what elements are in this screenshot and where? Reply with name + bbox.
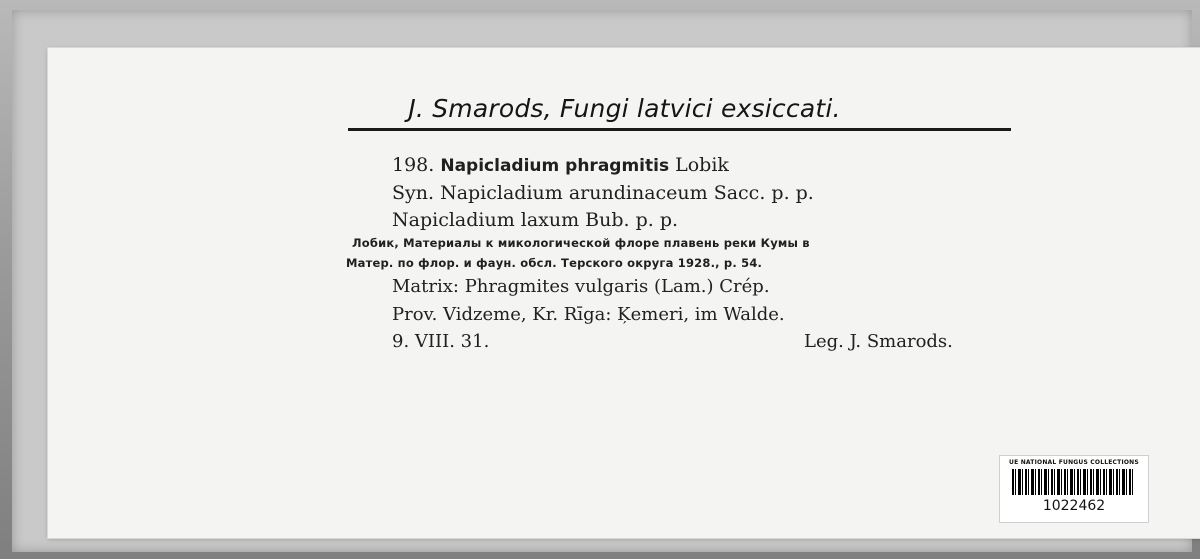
barcode-caption: UE NATIONAL FUNGUS COLLECTIONS	[1009, 459, 1139, 466]
synonym-line-1: Syn. Napicladium arundinaceum Sacc. p. p.	[392, 182, 814, 204]
species-name: Napicladium phragmitis	[440, 156, 670, 176]
species-line	[392, 154, 729, 176]
collector: Leg. J. Smarods.	[804, 331, 953, 352]
reference-line-2: Матер. по флор. и фаун. обсл. Терского округа 1928., p. 54.	[346, 256, 763, 270]
entry-number: 198.	[392, 154, 435, 176]
locality-line: Prov. Vidzeme, Kr. Rīga: Ķemeri, im Walde.	[392, 304, 785, 325]
header-rule	[348, 128, 1011, 131]
herbarium-sheet	[12, 10, 1192, 552]
label-header: J. Smarods, Fungi latvici exsiccati.	[408, 94, 841, 123]
synonym-line-2: Napicladium laxum Bub. p. p.	[392, 209, 679, 231]
reference-line-1: Лобик, Материалы к микологической флоре плавень реки Кумы в	[352, 236, 810, 250]
barcode-label	[1000, 456, 1148, 522]
species-author: Lobik	[675, 154, 729, 176]
specimen-label	[48, 48, 1200, 538]
collection-date: 9. VIII. 31.	[392, 331, 490, 352]
barcode-number: 1022462	[1042, 498, 1106, 514]
matrix-line: Matrix: Phragmites vulgaris (Lam.) Crép.	[392, 276, 770, 297]
barcode-icon	[1012, 469, 1134, 495]
